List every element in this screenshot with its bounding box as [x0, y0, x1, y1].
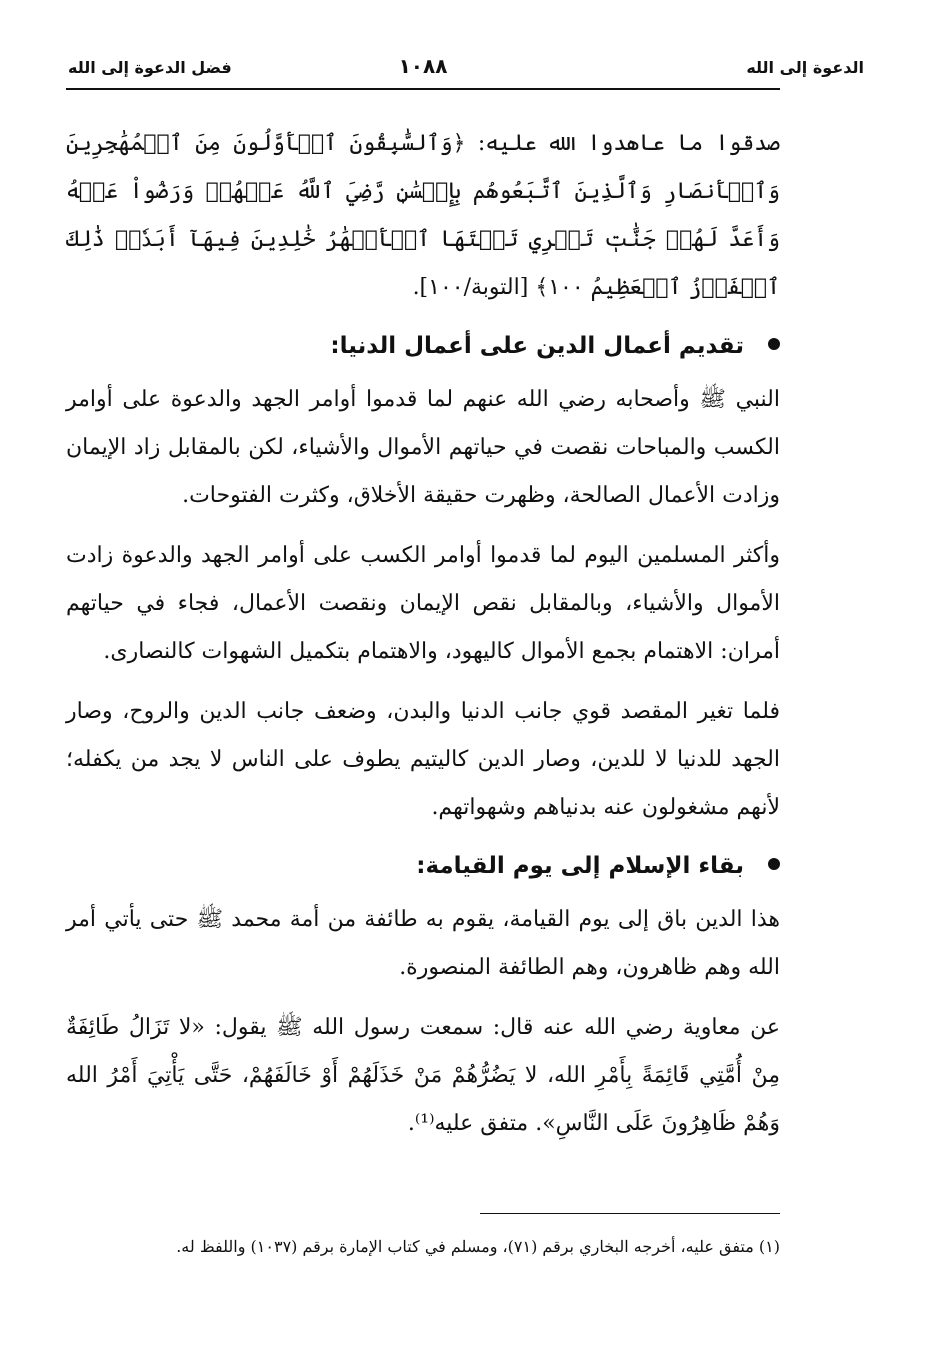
- header-chapter-title: فضل الدعوة إلى الله: [68, 58, 232, 77]
- quran-verse-paragraph: صدقوا ما عاهدوا الله عليه: ﴿وَٱلسَّٰبِقُونَ ٱلۡأَوَّلُونَ مِنَ ٱلۡمُهَٰجِرِينَ وَٱلۡأَنصَارِ وَٱلَّذِينَ ٱتَّبَعُوهُم بِإِحۡسَٰنٖ رَّضِيَ ٱللَّهُ عَنۡهُمۡ وَرَضُواْ عَنۡهُ وَأَعَدَّ لَهُمۡ جَنَّٰتٖ تَجۡرِي تَحۡتَهَا ٱلۡأَنۡهَٰرُ خَٰلِدِينَ فِيهَآ أَبَدٗاۚ ذَٰلِكَ ٱلۡفَوۡزُ ٱلۡعَظِيمُ ١٠٠﴾ [التوبة/١٠٠].: [66, 131, 780, 300]
- paragraph-changed-purpose: فلما تغير المقصد قوي جانب الدنيا والبدن، وضعف جانب الدين والروح، وصار الجهد للدنيا لا للدين، وصار الدين كاليتيم يطوف على الناس لا يجد من يكفله؛ لأنهم مشغولون عنه بدنياهم وشهواتهم.: [66, 699, 780, 820]
- paragraph-religion-remains: هذا الدين باق إلى يوم القيامة، يقوم به طائفة من أمة محمد ﷺ حتى يأتي أمر الله وهم ظاهرون، وهم الطائفة المنصورة.: [66, 907, 780, 980]
- paragraph-hadith-muawiya: عن معاوية رضي الله عنه قال: سمعت رسول الله ﷺ يقول: «لا تَزَالُ طَائِفَةٌ مِنْ أُمَّتِي قَائِمَةً بِأَمْرِ الله، لا يَضُرُّهُمْ مَنْ خَذَلَهُمْ أَوْ خَالَفَهُمْ، حَتَّى يَأْتِيَ أَمْرُ الله وَهُمْ ظَاهِرُونَ عَلَى النَّاسِ». متفق عليه⁽¹⁾.: [66, 1015, 780, 1136]
- section-heading-text: تقديم أعمال الدين على أعمال الدنيا:: [330, 333, 744, 359]
- header-book-title: الدعوة إلى الله: [746, 58, 864, 77]
- paragraph-muslims-today: وأكثر المسلمين اليوم لما قدموا أوامر الكسب على أوامر الجهد والدعوة زادت الأموال والأشياء، وبالمقابل نقص الإيمان ونقصت الأعمال، فجاء في حياتهم أمران: الاهتمام بجمع الأموال كاليهود، والاهتمام بتكميل الشهوات كالنصارى.: [66, 543, 780, 664]
- running-header: [66, 54, 864, 90]
- footnotes: [66, 1213, 780, 1264]
- bullet-icon: [768, 858, 780, 870]
- footnote-divider: [480, 1213, 780, 1214]
- main-text: [66, 120, 780, 1160]
- section-heading-text: بقاء الإسلام إلى يوم القيامة:: [416, 853, 744, 879]
- section-heading-religion-first: [66, 324, 780, 368]
- page-number: ١٠٨٨: [398, 54, 448, 78]
- paragraph-prophet-companions: النبي ﷺ وأصحابه رضي الله عنهم لما قدموا أوامر الجهد والدعوة على أوامر الكسب والمباحات نقصت في حياتهم الأموال والأشياء، لكن بالمقابل زاد الإيمان وزادت الأعمال الصالحة، وظهرت حقيقة الأخلاق، وكثرت الفتوحات.: [66, 387, 780, 508]
- section-heading-islam-remains: [66, 844, 780, 888]
- footnote-1: (١) متفق عليه، أخرجه البخاري برقم (٧١)، ومسلم في كتاب الإمارة برقم (١٠٣٧) واللفظ له.: [176, 1237, 780, 1256]
- bullet-icon: [768, 338, 780, 350]
